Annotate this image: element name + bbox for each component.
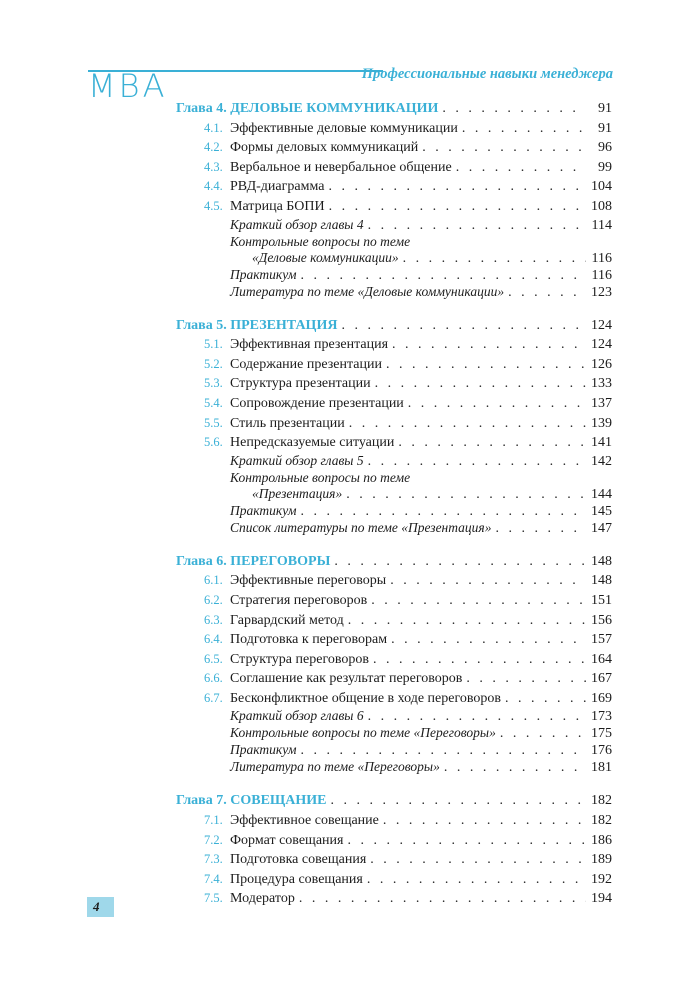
chapter-heading[interactable] (176, 791, 612, 811)
dot-leader (403, 251, 586, 267)
toc-section[interactable] (176, 811, 612, 831)
dot-leader (456, 158, 586, 178)
page-number: 4 (87, 897, 114, 917)
toc-extra-label (230, 725, 496, 741)
section-number: 6.3. (204, 612, 223, 627)
dot-leader (442, 99, 586, 119)
toc-extra-line: Контрольные вопросы по теме (230, 469, 411, 485)
toc-section[interactable] (176, 335, 612, 355)
toc-section-label (176, 571, 386, 591)
section-number: 4.5. (204, 198, 223, 213)
toc-extra-label (230, 708, 364, 724)
toc-section-label (176, 689, 501, 709)
toc-extra[interactable] (176, 708, 612, 725)
toc-extra-title: Литература по теме «Деловые коммуникации» (230, 283, 505, 299)
toc-section-title: Непредсказуемые ситуации (230, 435, 395, 451)
toc-section-label (176, 433, 394, 453)
toc-section-label (176, 158, 452, 178)
toc-section[interactable] (176, 394, 612, 414)
dot-leader (383, 811, 586, 831)
toc-extra[interactable] (176, 503, 612, 520)
dot-leader (331, 791, 586, 811)
toc-section-label (176, 870, 363, 890)
toc-section-page: 99 (598, 159, 612, 175)
chapter-heading-title: Глава 7. СОВЕЩАНИЕ (176, 793, 327, 809)
section-number: 5.3. (204, 376, 223, 391)
dot-leader (368, 709, 586, 725)
toc-extra-page: 116 (591, 250, 612, 266)
dot-leader (299, 889, 586, 909)
dot-leader (386, 355, 586, 375)
toc-extra-title: Краткий обзор главы 6 (230, 708, 364, 724)
toc-section-title: Формат совещания (230, 832, 344, 848)
toc-section-title: Стиль презентации (230, 415, 345, 431)
toc-section-title: Структура переговоров (230, 651, 369, 667)
toc-extra-label (230, 759, 440, 775)
toc-extra[interactable] (176, 250, 612, 267)
toc-section[interactable] (176, 630, 612, 650)
dot-leader (300, 268, 586, 284)
toc-extra-label (230, 742, 296, 758)
toc-section-page: 156 (591, 612, 612, 628)
dot-leader (370, 850, 586, 870)
toc-section-page: 151 (591, 592, 612, 608)
toc-extra-page: 114 (591, 217, 612, 233)
chapter-heading-page: 182 (591, 793, 612, 809)
section-number: 5.5. (204, 415, 223, 430)
toc-section-title: Подготовка совещания (230, 852, 367, 868)
dot-leader (391, 630, 586, 650)
dot-leader (500, 726, 586, 742)
toc-extra[interactable] (176, 759, 612, 776)
toc-extra[interactable] (176, 520, 612, 537)
dot-leader (466, 669, 586, 689)
section-number: 4.1. (204, 120, 223, 135)
chapter-heading-title: Глава 6. ПЕРЕГОВОРЫ (176, 553, 331, 569)
toc-section-page: 126 (591, 356, 612, 372)
section-number: 6.5. (204, 651, 223, 666)
mba-logo: MBA (88, 67, 168, 105)
toc-section[interactable] (176, 669, 612, 689)
dot-leader (349, 414, 586, 434)
dot-leader (508, 285, 586, 301)
chapter-heading[interactable] (176, 552, 612, 572)
dot-leader (495, 521, 586, 537)
toc-extra-page: 147 (591, 520, 612, 536)
toc-extra-title: Краткий обзор главы 5 (230, 452, 364, 468)
toc-section-title: Формы деловых коммуникаций (230, 140, 419, 156)
toc-extra-label (252, 486, 342, 502)
toc-extra-title: Список литературы по теме «Презентация» (230, 519, 492, 535)
toc-extra[interactable] (176, 742, 612, 759)
toc-extra[interactable] (176, 267, 612, 284)
dot-leader (422, 138, 586, 158)
toc-extra-title: «Деловые коммуникации» (252, 249, 399, 265)
toc-section-label (176, 138, 418, 158)
toc-extra[interactable] (176, 217, 612, 234)
chapter-heading-page: 91 (598, 101, 612, 116)
toc-section-page: 141 (591, 435, 612, 451)
chapter-heading[interactable] (176, 99, 612, 119)
toc-section-label (176, 669, 462, 689)
toc-section[interactable] (176, 374, 612, 394)
dot-leader (300, 743, 586, 759)
toc-extra-page: 123 (591, 284, 612, 300)
chapter-heading-page: 124 (591, 317, 612, 333)
toc-section-label (176, 650, 369, 670)
dot-leader (390, 571, 586, 591)
toc-section[interactable] (176, 138, 612, 158)
toc-section[interactable] (176, 889, 612, 909)
section-number: 5.2. (204, 356, 223, 371)
toc-section-title: Вербальное и невербальное общение (230, 159, 452, 175)
toc-section-page: 104 (591, 179, 612, 195)
toc-extra-label (230, 217, 364, 233)
toc-section-title: Бесконфликтное общение в ходе переговоров (230, 690, 501, 706)
section-number: 5.4. (204, 395, 223, 410)
dot-leader (348, 611, 586, 631)
section-number: 5.1. (204, 337, 223, 352)
toc-section-label (176, 591, 367, 611)
toc-section-label (176, 811, 379, 831)
toc-section-label (176, 355, 382, 375)
toc-section-page: 182 (591, 813, 612, 829)
toc-section[interactable] (176, 197, 612, 217)
dot-leader (367, 870, 586, 890)
toc-section-page: 164 (591, 651, 612, 667)
section-number: 6.7. (204, 690, 223, 705)
toc-section-title: Сопровождение презентации (230, 395, 404, 411)
table-of-contents (176, 99, 612, 909)
toc-extra-page: 173 (591, 709, 612, 725)
toc-section-page: 192 (591, 871, 612, 887)
toc-extra-label (230, 520, 491, 536)
section-number: 6.6. (204, 671, 223, 686)
toc-section[interactable] (176, 158, 612, 178)
toc-section[interactable] (176, 355, 612, 375)
toc-section-label (176, 394, 404, 414)
toc-section[interactable] (176, 850, 612, 870)
dot-leader (328, 177, 586, 197)
toc-section[interactable] (176, 571, 612, 591)
toc-section-label (176, 831, 343, 851)
dot-leader (346, 487, 586, 503)
toc-extra-title: Практикум (230, 266, 297, 282)
toc-section[interactable] (176, 414, 612, 434)
toc-section[interactable] (176, 119, 612, 139)
section-number: 4.2. (204, 140, 223, 155)
toc-section-title: Эффективное совещание (230, 813, 379, 829)
toc-extra[interactable] (176, 725, 612, 742)
toc-extra-page: 176 (591, 743, 612, 759)
section-number: 6.4. (204, 632, 223, 647)
toc-section-page: 96 (598, 140, 612, 156)
dot-leader (347, 831, 586, 851)
section-number: 4.3. (204, 159, 223, 174)
toc-section-page: 124 (591, 337, 612, 353)
dot-leader (300, 504, 586, 520)
dot-leader (334, 552, 586, 572)
section-number: 5.6. (204, 435, 223, 450)
toc-section-label (176, 197, 325, 217)
dot-leader (408, 394, 586, 414)
toc-extra-page: 145 (591, 503, 612, 519)
toc-section-label (176, 414, 345, 434)
toc-extra-label (230, 503, 296, 519)
section-number: 7.3. (204, 852, 223, 867)
dot-leader (462, 119, 586, 139)
toc-section-page: 108 (591, 198, 612, 214)
dot-leader (375, 374, 586, 394)
toc-section-title: Эффективные переговоры (230, 573, 387, 589)
toc-section-label (176, 850, 366, 870)
section-number: 7.2. (204, 832, 223, 847)
toc-section-page: 189 (591, 852, 612, 868)
toc-extra-page: 116 (591, 267, 612, 283)
toc-section-page: 91 (598, 120, 612, 136)
section-number: 7.4. (204, 871, 223, 886)
section-number: 4.4. (204, 179, 223, 194)
chapter-heading-title: Глава 5. ПРЕЗЕНТАЦИЯ (176, 317, 338, 333)
toc-section-title: РВД-диаграмма (230, 179, 325, 195)
toc-extra-title: Литература по теме «Переговоры» (230, 759, 440, 775)
toc-extra-title: «Презентация» (252, 485, 343, 501)
toc-section-title: Содержание презентации (230, 356, 382, 372)
toc-section-title: Структура презентации (230, 376, 371, 392)
toc-section-page: 139 (591, 415, 612, 431)
toc-section-page: 167 (591, 671, 612, 687)
chapter-heading-label (176, 316, 337, 336)
toc-section-title: Процедура совещания (230, 871, 363, 887)
dot-leader (444, 760, 586, 776)
toc-section-page: 133 (591, 376, 612, 392)
chapter-heading-page: 148 (591, 553, 612, 569)
toc-extra-page: 142 (591, 453, 612, 469)
dot-leader (505, 689, 586, 709)
toc-section-page: 194 (591, 891, 612, 907)
toc-extra-page: 144 (591, 486, 612, 502)
running-header-title: Профессиональные навыки менеджера (361, 66, 613, 82)
toc-section[interactable] (176, 433, 612, 453)
section-number: 7.5. (204, 891, 223, 906)
toc-extra-label (230, 284, 504, 300)
toc-section-page: 148 (591, 573, 612, 589)
section-number: 7.1. (204, 813, 223, 828)
toc-section[interactable] (176, 870, 612, 890)
dot-leader (373, 650, 586, 670)
toc-section-page: 137 (591, 395, 612, 411)
dot-leader (398, 433, 586, 453)
dot-leader (329, 197, 586, 217)
toc-section-page: 186 (591, 832, 612, 848)
toc-section[interactable] (176, 591, 612, 611)
toc-extra-title: Практикум (230, 502, 297, 518)
dot-leader (368, 218, 586, 234)
toc-section-title: Эффективная презентация (230, 337, 389, 353)
toc-section-label (176, 889, 295, 909)
toc-section-title: Подготовка к переговорам (230, 632, 388, 648)
toc-extra[interactable] (176, 453, 612, 470)
toc-section-page: 157 (591, 632, 612, 648)
toc-section-label (176, 611, 344, 631)
toc-section-label (176, 374, 371, 394)
toc-section-label (176, 177, 324, 197)
toc-section-title: Стратегия переговоров (230, 592, 368, 608)
toc-section-title: Соглашение как результат переговоров (230, 671, 463, 687)
toc-section-page: 169 (591, 690, 612, 706)
toc-extra-title: Контрольные вопросы по теме «Переговоры» (230, 725, 496, 741)
chapter-heading-title: Глава 4. ДЕЛОВЫЕ КОММУНИКАЦИИ (176, 101, 439, 116)
dot-leader (368, 454, 586, 470)
toc-section-label (176, 119, 458, 139)
chapter-heading[interactable] (176, 316, 612, 336)
toc-extra-label (230, 267, 296, 283)
section-number: 6.2. (204, 592, 223, 607)
dot-leader (392, 335, 586, 355)
chapter-heading-label (176, 552, 330, 572)
dot-leader (371, 591, 586, 611)
toc-section[interactable] (176, 831, 612, 851)
toc-extra-page: 175 (591, 726, 612, 742)
toc-section-label (176, 335, 388, 355)
toc-extra-label (230, 453, 364, 469)
toc-extra-label (252, 250, 399, 266)
toc-section-title: Гарвардский метод (230, 612, 344, 628)
toc-extra-page: 181 (591, 760, 612, 776)
toc-section[interactable] (176, 611, 612, 631)
toc-extra-title: Краткий обзор главы 4 (230, 216, 364, 232)
toc-section[interactable] (176, 689, 612, 709)
toc-section-title: Матрица БОПИ (230, 198, 325, 214)
toc-section[interactable] (176, 177, 612, 197)
toc-extra-title: Практикум (230, 742, 297, 758)
chapter-heading-label (176, 99, 438, 119)
toc-extra-line: Контрольные вопросы по теме (230, 233, 411, 249)
toc-section-title: Модератор (230, 891, 295, 907)
toc-extra[interactable] (176, 486, 612, 503)
chapter-heading-label (176, 791, 327, 811)
section-number: 6.1. (204, 573, 223, 588)
toc-section-title: Эффективные деловые коммуникации (230, 120, 458, 136)
toc-extra[interactable] (176, 284, 612, 301)
dot-leader (341, 316, 586, 336)
toc-section[interactable] (176, 650, 612, 670)
toc-section-label (176, 630, 387, 650)
